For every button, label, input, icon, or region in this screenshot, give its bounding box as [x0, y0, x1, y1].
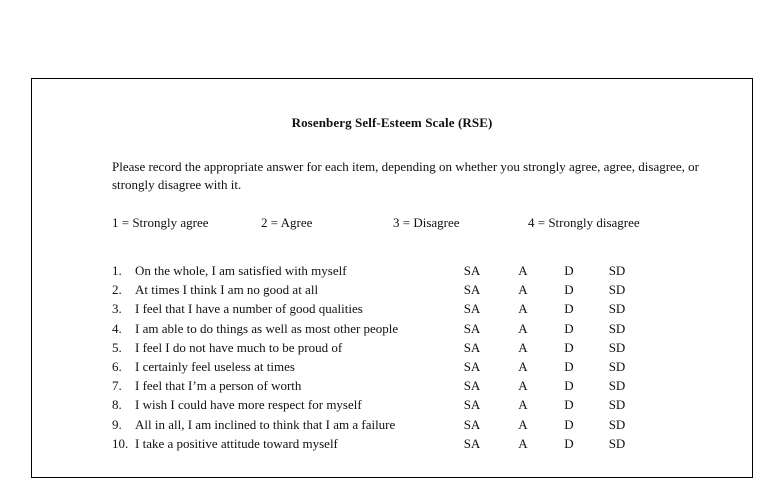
item-statement: I certainly feel useless at times	[135, 358, 295, 374]
response-option-a: A	[518, 435, 528, 451]
item-number: 8.	[112, 397, 122, 413]
response-option-d: D	[564, 397, 574, 413]
scale-item	[112, 261, 672, 280]
response-option-a: A	[518, 320, 528, 336]
response-option-d: D	[564, 358, 574, 374]
item-statement: At times I think I am no good at all	[135, 282, 319, 298]
scale-item	[112, 280, 672, 299]
response-option-sd: SD	[608, 435, 626, 451]
response-option-sa: SA	[463, 320, 481, 336]
response-option-sa: SA	[463, 301, 481, 317]
response-option-sa: SA	[463, 416, 481, 432]
scale-key-disagree: 3 = Disagree	[393, 215, 460, 230]
response-option-a: A	[518, 358, 528, 374]
response-option-sd: SD	[608, 339, 626, 355]
item-number: 1.	[112, 263, 122, 278]
response-option-a: A	[518, 416, 528, 432]
item-statement: All in all, I am inclined to think that I am a failure	[135, 416, 396, 432]
scale-item	[112, 319, 672, 338]
response-option-sa: SA	[463, 339, 481, 355]
response-option-sd: SD	[608, 397, 626, 413]
scale-key-strongly-agree: 1 = Strongly agree	[112, 215, 209, 230]
response-option-sa: SA	[463, 435, 481, 451]
item-number: 2.	[112, 282, 122, 298]
response-option-d: D	[564, 416, 574, 432]
response-option-d: D	[564, 320, 574, 336]
document-title: Rosenberg Self-Esteem Scale (RSE)	[291, 115, 493, 130]
item-statement: I feel that I have a number of good qualities	[135, 301, 363, 317]
response-option-sd: SD	[608, 282, 626, 298]
item-number: 3.	[112, 301, 122, 317]
response-option-d: D	[564, 282, 574, 298]
response-option-sd: SD	[608, 358, 626, 374]
scale-item	[112, 299, 672, 318]
scale-key-strongly-disagree: 4 = Strongly disagree	[528, 215, 640, 230]
item-list	[112, 261, 672, 453]
item-statement: I wish I could have more respect for myself	[135, 397, 362, 413]
scale-item	[112, 434, 672, 453]
item-statement: I am able to do things as well as most other people	[135, 320, 399, 336]
item-number: 10.	[112, 435, 129, 451]
item-number: 9.	[112, 416, 122, 432]
item-statement: I feel I do not have much to be proud of	[135, 339, 343, 355]
item-number: 7.	[112, 378, 122, 394]
response-option-a: A	[518, 263, 528, 278]
response-option-a: A	[518, 397, 528, 413]
response-option-d: D	[564, 435, 574, 451]
response-option-sd: SD	[608, 320, 626, 336]
scale-item	[112, 338, 672, 357]
response-option-sa: SA	[463, 358, 481, 374]
response-option-a: A	[518, 339, 528, 355]
response-option-sa: SA	[463, 397, 481, 413]
item-statement: I feel that I’m a person of worth	[135, 378, 302, 394]
item-number: 4.	[112, 320, 122, 336]
response-option-a: A	[518, 282, 528, 298]
document-page	[31, 78, 753, 478]
instructions-text: Please record the appropriate answer for each item, depending on whether you strongly agree, agree, disagree, or strongly disagree with it.	[112, 159, 699, 192]
item-statement: On the whole, I am satisfied with myself	[135, 263, 347, 278]
response-option-sd: SD	[608, 378, 626, 394]
scale-item	[112, 395, 672, 414]
response-option-a: A	[518, 378, 528, 394]
response-option-sa: SA	[463, 263, 481, 278]
item-number: 5.	[112, 339, 122, 355]
response-option-sd: SD	[608, 263, 626, 278]
item-statement: I take a positive attitude toward myself	[135, 435, 338, 451]
response-option-a: A	[518, 301, 528, 317]
response-option-sd: SD	[608, 416, 626, 432]
response-option-sa: SA	[463, 378, 481, 394]
response-option-d: D	[564, 263, 574, 278]
response-option-d: D	[564, 378, 574, 394]
scale-key-agree: 2 = Agree	[261, 215, 313, 230]
scale-item	[112, 415, 672, 434]
response-option-d: D	[564, 301, 574, 317]
scale-item	[112, 376, 672, 395]
scale-item	[112, 357, 672, 376]
response-option-sa: SA	[463, 282, 481, 298]
response-option-d: D	[564, 339, 574, 355]
response-option-sd: SD	[608, 301, 626, 317]
item-number: 6.	[112, 358, 122, 374]
